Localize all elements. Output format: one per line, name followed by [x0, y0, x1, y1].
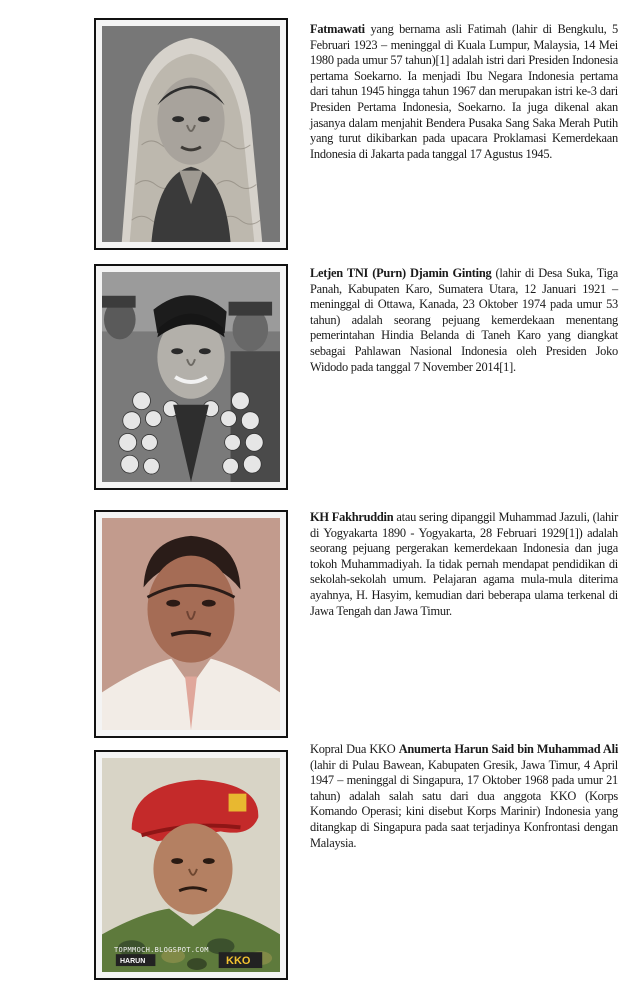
- person-name: Anumerta Harun Said bin Muhammad Ali: [398, 742, 619, 756]
- rank-prefix: Kopral Dua KKO: [310, 742, 399, 756]
- portrait-frame: [94, 750, 288, 980]
- portrait-photo-fatmawati: [102, 26, 280, 242]
- biography-text: [310, 742, 618, 851]
- portrait-photo-kh-fakhruddin: [102, 518, 280, 730]
- photo-unit-tag: KKO: [226, 955, 251, 967]
- biography-text: [310, 22, 618, 162]
- biography-body: (lahir di Desa Suka, Tiga Panah, Kabupaten Karo, Sumatera Utara, 12 Januari 1921 – meninggal di Ottawa, Kanada, 23 Oktober 1974 pada umur 53 tahun) adalah seorang pejuang kemerdekaan menentang pemerintahan Hindia Belanda di Taneh Karo yang diangkat sebagai Pahlawan Nasional Indonesia oleh Presiden Joko Widodo pada tanggal 7 November 2014[1].: [310, 266, 619, 374]
- biography-text: [310, 266, 618, 375]
- biography-body: yang bernama asli Fatimah (lahir di Bengkulu, 5 Februari 1923 – meninggal di Kuala Lumpur, Malaysia, 14 Mei 1980 pada umur 57 tahun)[1] adalah istri dari Presiden Indonesia pertama Soekarno. Ia menjadi Ibu Negara Indonesia pertama dari tahun 1945 hingga tahun 1967 dan merupakan istri ke-3 dari Presiden Pertama Indonesia, Soekarno. Ia juga dikenal akan jasanya dalam menjahit Bendera Pusaka Sang Saka Merah Putih yang turut dikibarkan pada upacara Proklamasi Kemerdekaan Indonesia di Jakarta pada tanggal 17 Agustus 1945.: [310, 22, 618, 161]
- person-name: Fatmawati: [310, 22, 365, 36]
- portrait-photo-djamin-ginting: [102, 272, 280, 482]
- photo-watermark: TOPMMOCH.BLOGSPOT.COM: [114, 946, 209, 954]
- photo-name-tag: HARUN: [120, 958, 146, 965]
- person-name: KH Fakhruddin: [310, 510, 394, 524]
- biography-body: (lahir di Pulau Bawean, Kabupaten Gresik, Jawa Timur, 4 April 1947 – meninggal di Singapura, 17 Oktober 1968 pada umur 21 tahun) adalah salah satu dari dua anggota KKO (Korps Komando Operasi; kini disebut Korps Marinir) Indonesia yang ditangkap di Singapura pada saat terjadinya Konfrontasi dengan Malaysia.: [310, 757, 618, 850]
- portrait-frame: [94, 510, 288, 738]
- portrait-frame: [94, 264, 288, 490]
- portrait-frame: [94, 18, 288, 250]
- portrait-photo-harun-said: [102, 758, 280, 972]
- person-name: Letjen TNI (Purn) Djamin Ginting: [310, 266, 492, 280]
- biography-text: [310, 510, 618, 619]
- biography-body: atau sering dipanggil Muhammad Jazuli, (lahir di Yogyakarta 1890 - Yogyakarta, 28 Februari 1929[1]) adalah seorang pejuang pergerakan kemerdekaan Indonesia dan juga tokoh Muhammadiyah. Ia tidak pernah mendapat pendidikan di sekolah-sekolah umum. Pelajaran agama mula-mula diterima ayahnya, H. Hasyim, kemudian dari beberapa ulama terkenal di Jawa Tengah dan Jawa Timur.: [310, 510, 618, 618]
